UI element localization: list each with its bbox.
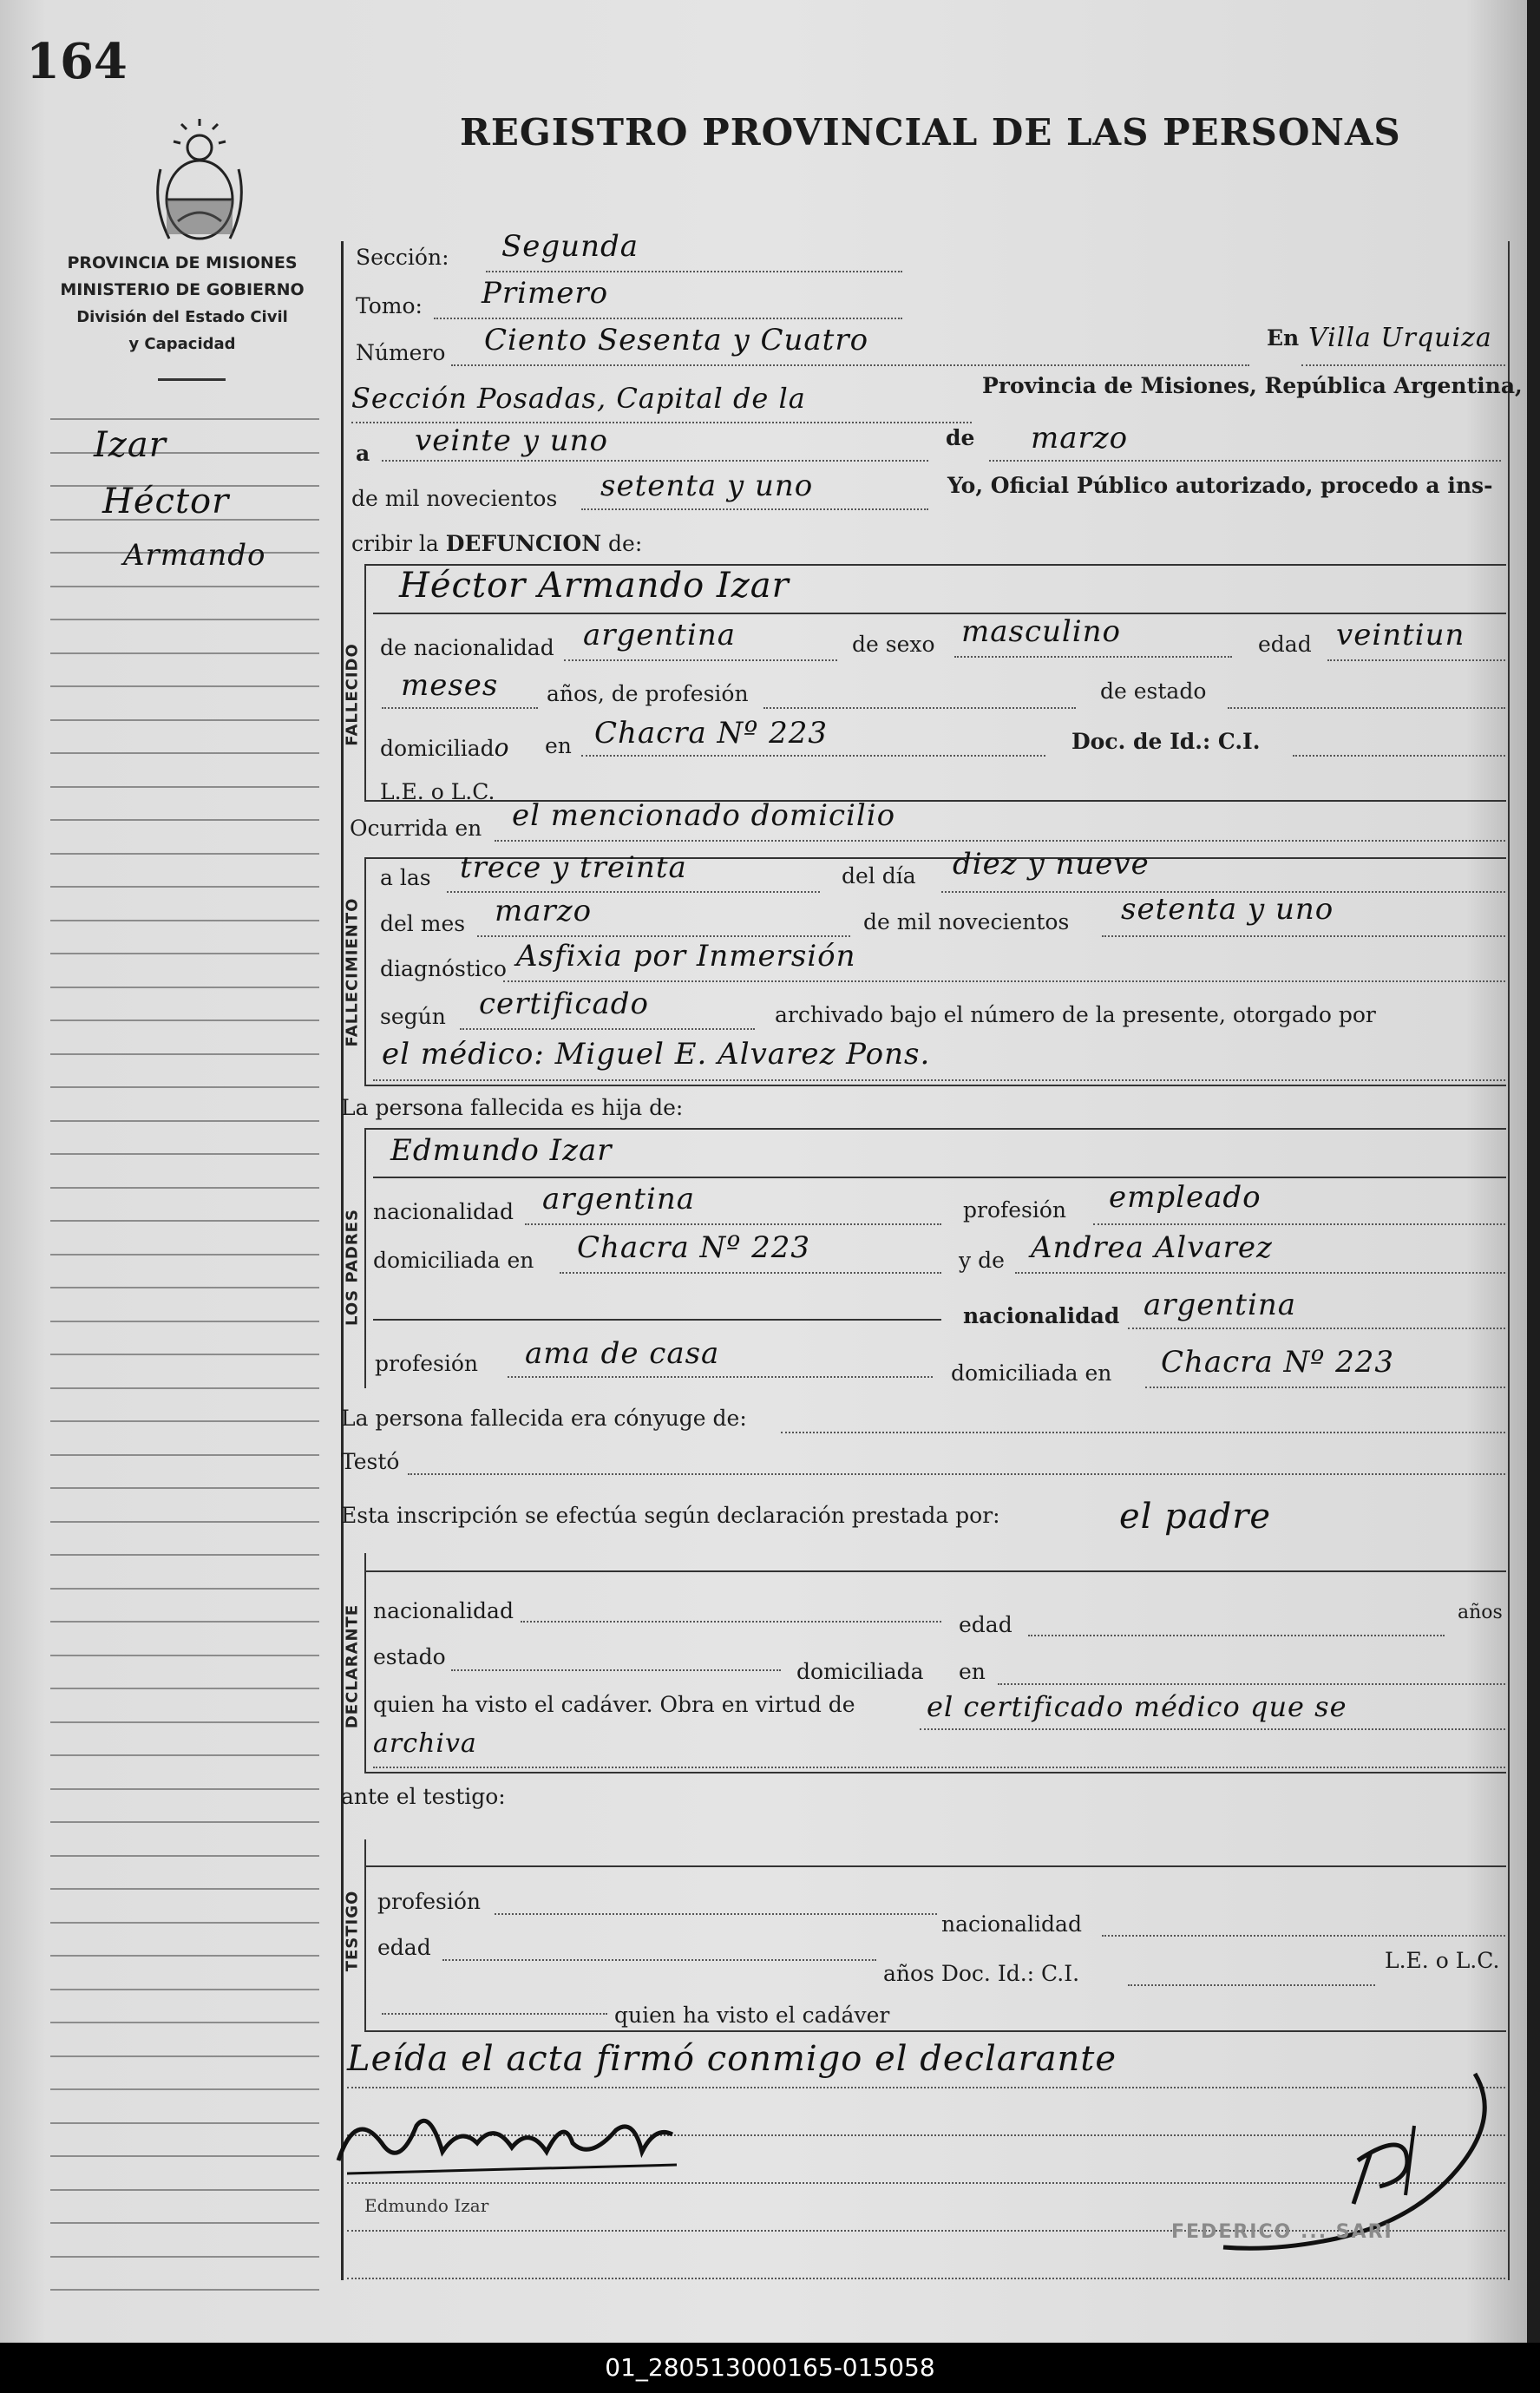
label-declaracion: Esta inscripción se efectúa según declaración prestada por: bbox=[341, 1503, 1000, 1528]
margin-ruled-line bbox=[50, 1655, 319, 1656]
value-nacionalidad: argentina bbox=[583, 618, 737, 652]
margin-ruled-line bbox=[50, 1888, 319, 1890]
label-d-estado: estado bbox=[373, 1644, 446, 1669]
field-line bbox=[1327, 659, 1505, 661]
field-line bbox=[1228, 707, 1505, 709]
value-edad2: meses bbox=[401, 668, 499, 703]
label-en: En bbox=[1267, 325, 1300, 351]
margin-ruled-line bbox=[50, 1187, 319, 1189]
margin-ruled-line bbox=[50, 1454, 319, 1456]
value-sexo: masculino bbox=[961, 614, 1122, 649]
label-le-lc: L.E. o L.C. bbox=[380, 779, 495, 804]
margin-ruled-line bbox=[50, 2222, 319, 2224]
label-d-en: en bbox=[959, 1659, 986, 1684]
margin-ruled-line bbox=[50, 2055, 319, 2057]
closing-ruled-line bbox=[347, 2278, 1505, 2279]
label-ocurrida: Ocurrida en bbox=[350, 816, 482, 841]
section-bottom-line bbox=[364, 2030, 1506, 2032]
label-a: a bbox=[356, 441, 370, 466]
coat-of-arms-icon bbox=[152, 117, 247, 247]
margin-ruled-line bbox=[50, 1254, 319, 1256]
field-line bbox=[486, 271, 902, 272]
field-line bbox=[373, 1767, 1505, 1768]
field-line bbox=[495, 1913, 937, 1915]
label-cribir bbox=[351, 531, 642, 556]
value-mes: marzo bbox=[1031, 421, 1129, 456]
label-tomo: Tomo: bbox=[356, 293, 423, 318]
label-del-dia: del día bbox=[842, 863, 916, 888]
section-padres: LOS PADRES bbox=[343, 1209, 362, 1326]
margin-ruled-line bbox=[50, 1554, 319, 1556]
label-d-domiciliada: domiciliada bbox=[796, 1659, 924, 1684]
margin-ruled-line bbox=[50, 1153, 319, 1155]
margin-ruled-line bbox=[50, 953, 319, 954]
label-y-de: y de bbox=[959, 1248, 1005, 1273]
value-madre-domicilio: Chacra Nº 223 bbox=[1161, 1345, 1394, 1380]
margin-ruled-line bbox=[50, 1788, 319, 1790]
label-segun: según bbox=[380, 1004, 446, 1029]
margin-ruled-line bbox=[50, 752, 319, 754]
label-seccion: Sección: bbox=[356, 245, 449, 270]
field-line bbox=[560, 1272, 941, 1274]
value-anio: setenta y uno bbox=[600, 469, 814, 503]
margin-ruled-line bbox=[50, 886, 319, 888]
section-testigo: TESTIGO bbox=[343, 1890, 362, 1972]
margin-ruled-line bbox=[50, 619, 319, 620]
margin-ruled-line bbox=[50, 1354, 319, 1355]
value-anio-fall: setenta y uno bbox=[1121, 892, 1334, 927]
value-medico: el médico: Miguel E. Alvarez Pons. bbox=[382, 1037, 931, 1072]
label-d-anios: años bbox=[1458, 1602, 1503, 1623]
field-line bbox=[373, 613, 1506, 614]
value-ocurrida: el mencionado domicilio bbox=[512, 798, 896, 833]
declarant-signature-icon bbox=[330, 2091, 694, 2195]
label-doc: Doc. de Id.: C.I. bbox=[1071, 729, 1261, 754]
field-line bbox=[954, 656, 1232, 658]
field-line bbox=[525, 1223, 941, 1225]
field-line bbox=[447, 891, 820, 893]
margin-ruled-line bbox=[50, 920, 319, 921]
value-madre: Andrea Alvarez bbox=[1031, 1230, 1273, 1265]
value-mes-fall: marzo bbox=[495, 894, 593, 928]
label-d-edad: edad bbox=[959, 1612, 1012, 1637]
org-line2: MINISTERIO DE GOBIERNO bbox=[60, 280, 305, 299]
value-lugar: Villa Urquiza bbox=[1308, 323, 1492, 353]
field-line bbox=[989, 460, 1501, 462]
label-de-mil2: de mil novecientos bbox=[863, 909, 1070, 934]
label-provincia: Provincia de Misiones, República Argentina, bbox=[982, 373, 1523, 398]
margin-ruled-line bbox=[50, 1521, 319, 1523]
label-cadaver: quien ha visto el cadáver. Obra en virtud de bbox=[373, 1692, 855, 1717]
margin-ruled-line bbox=[50, 2289, 319, 2291]
value-tomo: Primero bbox=[482, 276, 609, 311]
margin-ruled-line bbox=[50, 2022, 319, 2023]
field-line bbox=[442, 1959, 876, 1961]
label-m-domiciliada: domiciliada en bbox=[951, 1360, 1112, 1386]
field-line bbox=[1028, 1635, 1445, 1636]
field-line bbox=[998, 1683, 1505, 1685]
margin-ruled-line bbox=[50, 1220, 319, 1222]
margin-ruled-line bbox=[50, 2088, 319, 2090]
field-line bbox=[581, 755, 1045, 757]
label-de2: de: bbox=[608, 531, 643, 556]
margin-ruled-line bbox=[50, 1321, 319, 1322]
label-p-profesion: profesión bbox=[963, 1197, 1067, 1223]
value-cierre: Leída el acta firmó conmigo el declarante bbox=[347, 2039, 1117, 2079]
margin-ruled-line bbox=[50, 586, 319, 587]
margin-ruled-line bbox=[50, 452, 319, 454]
field-line bbox=[503, 980, 1505, 982]
field-line bbox=[521, 1621, 941, 1623]
field-line bbox=[1015, 1272, 1505, 1274]
margin-name2: Armando bbox=[123, 538, 266, 573]
margin-ruled-line bbox=[50, 1955, 319, 1957]
margin-ruled-line bbox=[50, 418, 319, 420]
label-en2: en bbox=[545, 733, 572, 758]
margin-ruled-line bbox=[50, 1019, 319, 1021]
page-number: 164 bbox=[26, 33, 128, 90]
value-edad: veintiun bbox=[1336, 618, 1465, 652]
margin-ruled-line bbox=[50, 987, 319, 988]
margin-name1: Héctor bbox=[102, 482, 230, 521]
field-line bbox=[781, 1432, 1505, 1433]
margin-ruled-line bbox=[50, 1120, 319, 1122]
value-obra2: archiva bbox=[373, 1728, 477, 1759]
section-bracket bbox=[364, 857, 366, 1085]
margin-ruled-line bbox=[50, 1086, 319, 1088]
label-diagnostico: diagnóstico bbox=[380, 956, 507, 981]
section-declarante: DECLARANTE bbox=[343, 1603, 362, 1729]
value-padre-nacionalidad: argentina bbox=[542, 1182, 696, 1216]
margin-ruled-line bbox=[50, 719, 319, 721]
label-t-le: L.E. o L.C. bbox=[1385, 1948, 1500, 1973]
label-edad: edad bbox=[1258, 632, 1312, 657]
margin-ruled-line bbox=[50, 1989, 319, 1990]
margin-ruled-line bbox=[50, 1420, 319, 1422]
label-estado: de estado bbox=[1100, 679, 1207, 704]
label-nacionalidad: de nacionalidad bbox=[380, 635, 554, 660]
label-p-nacionalidad: nacionalidad bbox=[373, 1199, 514, 1224]
org-line4: y Capacidad bbox=[128, 335, 236, 353]
org-line1: PROVINCIA DE MISIONES bbox=[67, 253, 298, 272]
field-line bbox=[763, 707, 1076, 709]
label-domiciliado-text: domiciliad bbox=[380, 736, 495, 761]
field-line bbox=[1293, 755, 1505, 757]
label-t-nacionalidad: nacionalidad bbox=[941, 1911, 1082, 1937]
main-right-border bbox=[1508, 241, 1510, 2280]
margin-ruled-line bbox=[50, 853, 319, 855]
header-underline bbox=[158, 378, 226, 381]
value-diagnostico: Asfixia por Inmersión bbox=[516, 939, 856, 974]
value-domicilio: Chacra Nº 223 bbox=[594, 716, 828, 751]
value-padre: Edmundo Izar bbox=[390, 1133, 613, 1168]
label-del-mes: del mes bbox=[380, 911, 466, 936]
value-numero: Ciento Sesenta y Cuatro bbox=[484, 323, 869, 357]
org-header bbox=[39, 250, 325, 357]
value-segun: certificado bbox=[479, 987, 649, 1021]
field-line bbox=[1128, 1328, 1505, 1329]
field-line bbox=[382, 2013, 607, 2015]
field-line bbox=[382, 460, 928, 462]
field-line bbox=[434, 318, 902, 319]
margin-ruled-line bbox=[50, 1588, 319, 1590]
label-numero: Número bbox=[356, 340, 446, 365]
field-line bbox=[477, 935, 850, 937]
field-line bbox=[373, 1319, 941, 1321]
value-declarante: el padre bbox=[1119, 1497, 1272, 1537]
section-fallecido: FALLECIDO bbox=[343, 643, 362, 746]
field-line bbox=[373, 1177, 1506, 1178]
section-top-line bbox=[364, 1865, 1506, 1867]
section-bracket bbox=[364, 1128, 366, 1388]
field-line bbox=[460, 1028, 755, 1030]
section-bracket bbox=[364, 1839, 366, 2030]
margin-ruled-line bbox=[50, 1287, 319, 1288]
margin-surname: Izar bbox=[94, 425, 167, 465]
margin-ruled-line bbox=[50, 1754, 319, 1756]
official-stamp: FEDERICO ... SARI bbox=[1171, 2221, 1393, 2243]
label-t-profesion: profesión bbox=[377, 1889, 482, 1914]
label-sexo: de sexo bbox=[852, 632, 935, 657]
field-line bbox=[508, 1376, 933, 1378]
value-dia-fall: diez y nueve bbox=[953, 847, 1150, 882]
margin-ruled-line bbox=[50, 2155, 319, 2157]
value-madre-nacionalidad: argentina bbox=[1144, 1288, 1297, 1322]
label-p-domiciliada: domiciliada en bbox=[373, 1248, 534, 1273]
label-de: de bbox=[946, 425, 975, 450]
field-line bbox=[1093, 1223, 1505, 1225]
field-line bbox=[408, 1473, 1505, 1475]
margin-ruled-line bbox=[50, 1821, 319, 1823]
field-line bbox=[451, 1669, 781, 1671]
margin-ruled-line bbox=[50, 1721, 319, 1723]
field-line bbox=[581, 508, 928, 510]
value-domiciliado-suffix: o bbox=[494, 733, 510, 762]
caption-text: 01_280513000165-015058 bbox=[605, 2353, 935, 2382]
field-line bbox=[495, 840, 1505, 842]
label-oficial: Yo, Oficial Público autorizado, procedo a ins- bbox=[947, 473, 1493, 498]
section-bottom-line bbox=[364, 1085, 1506, 1086]
margin-ruled-line bbox=[50, 1621, 319, 1623]
section-top-line bbox=[364, 1128, 1506, 1130]
field-line bbox=[564, 659, 837, 661]
value-lugar2: Sección Posadas, Capital de la bbox=[351, 382, 806, 415]
label-t-cadaver: quien ha visto el cadáver bbox=[614, 2003, 890, 2028]
value-padre-domicilio: Chacra Nº 223 bbox=[577, 1230, 810, 1265]
label-conyuge: La persona fallecida era cónyuge de: bbox=[341, 1406, 747, 1431]
section-bracket bbox=[364, 564, 366, 800]
field-line bbox=[382, 707, 538, 709]
margin-ruled-line bbox=[50, 652, 319, 654]
value-obra: el certificado médico que se bbox=[927, 1690, 1347, 1723]
page-title: REGISTRO PROVINCIAL DE LAS PERSONAS bbox=[460, 111, 1401, 154]
field-line bbox=[920, 1728, 1505, 1730]
section-bracket bbox=[364, 1553, 366, 1772]
field-line bbox=[451, 364, 1249, 366]
field-line bbox=[373, 1079, 1505, 1081]
section-top-line bbox=[364, 1570, 1506, 1572]
section-fallecimiento: FALLECIMIENTO bbox=[343, 897, 362, 1047]
label-m-profesion: profesión bbox=[375, 1351, 479, 1376]
margin-ruled-line bbox=[50, 1855, 319, 1857]
field-line bbox=[1145, 1387, 1505, 1388]
value-madre-profesion: ama de casa bbox=[525, 1336, 720, 1371]
margin-ruled-line bbox=[50, 1922, 319, 1924]
label-t-edad: edad bbox=[377, 1935, 431, 1960]
label-t-anios: años Doc. Id.: C.I. bbox=[883, 1961, 1080, 1986]
value-padre-profesion: empleado bbox=[1109, 1180, 1261, 1215]
margin-ruled-line bbox=[50, 2256, 319, 2258]
margin-ruled-line bbox=[50, 786, 319, 788]
field-line bbox=[1102, 1935, 1505, 1937]
margin-ruled-line bbox=[50, 685, 319, 687]
label-archivado: archivado bajo el número de la presente, otorgado por bbox=[775, 1002, 1376, 1027]
value-nombre: Héctor Armando Izar bbox=[399, 566, 790, 606]
image-caption bbox=[0, 2343, 1540, 2393]
value-dia: veinte y uno bbox=[415, 423, 608, 458]
label-de-mil: de mil novecientos bbox=[351, 486, 558, 511]
value-hora: trece y treinta bbox=[460, 850, 687, 885]
label-defuncion: DEFUNCION bbox=[445, 531, 602, 556]
label-d-nacionalidad: nacionalidad bbox=[373, 1598, 514, 1623]
margin-ruled-line bbox=[50, 1387, 319, 1389]
margin-ruled-line bbox=[50, 819, 319, 821]
declarant-signature-caption: Edmundo Izar bbox=[364, 2195, 489, 2216]
field-line bbox=[1301, 364, 1505, 366]
margin-ruled-line bbox=[50, 1487, 319, 1489]
section-bottom-line bbox=[364, 1772, 1506, 1773]
label-a-las: a las bbox=[380, 865, 431, 890]
label-domiciliado bbox=[380, 733, 510, 762]
margin-ruled-line bbox=[50, 1688, 319, 1689]
label-ante: ante el testigo: bbox=[341, 1784, 506, 1809]
field-line bbox=[1102, 935, 1505, 937]
label-cribir-text: cribir la bbox=[351, 531, 439, 556]
field-line bbox=[1128, 1984, 1375, 1986]
margin-ruled-line bbox=[50, 1053, 319, 1055]
label-hija: La persona fallecida es hija de: bbox=[341, 1095, 684, 1120]
margin-ruled-line bbox=[50, 2122, 319, 2124]
org-line3: División del Estado Civil bbox=[76, 308, 288, 326]
label-m-nacionalidad: nacionalidad bbox=[963, 1303, 1120, 1328]
value-seccion: Segunda bbox=[501, 229, 639, 264]
label-anios-prof: años, de profesión bbox=[547, 681, 749, 706]
margin-ruled-line bbox=[50, 2189, 319, 2191]
label-testo: Testó bbox=[341, 1449, 400, 1474]
